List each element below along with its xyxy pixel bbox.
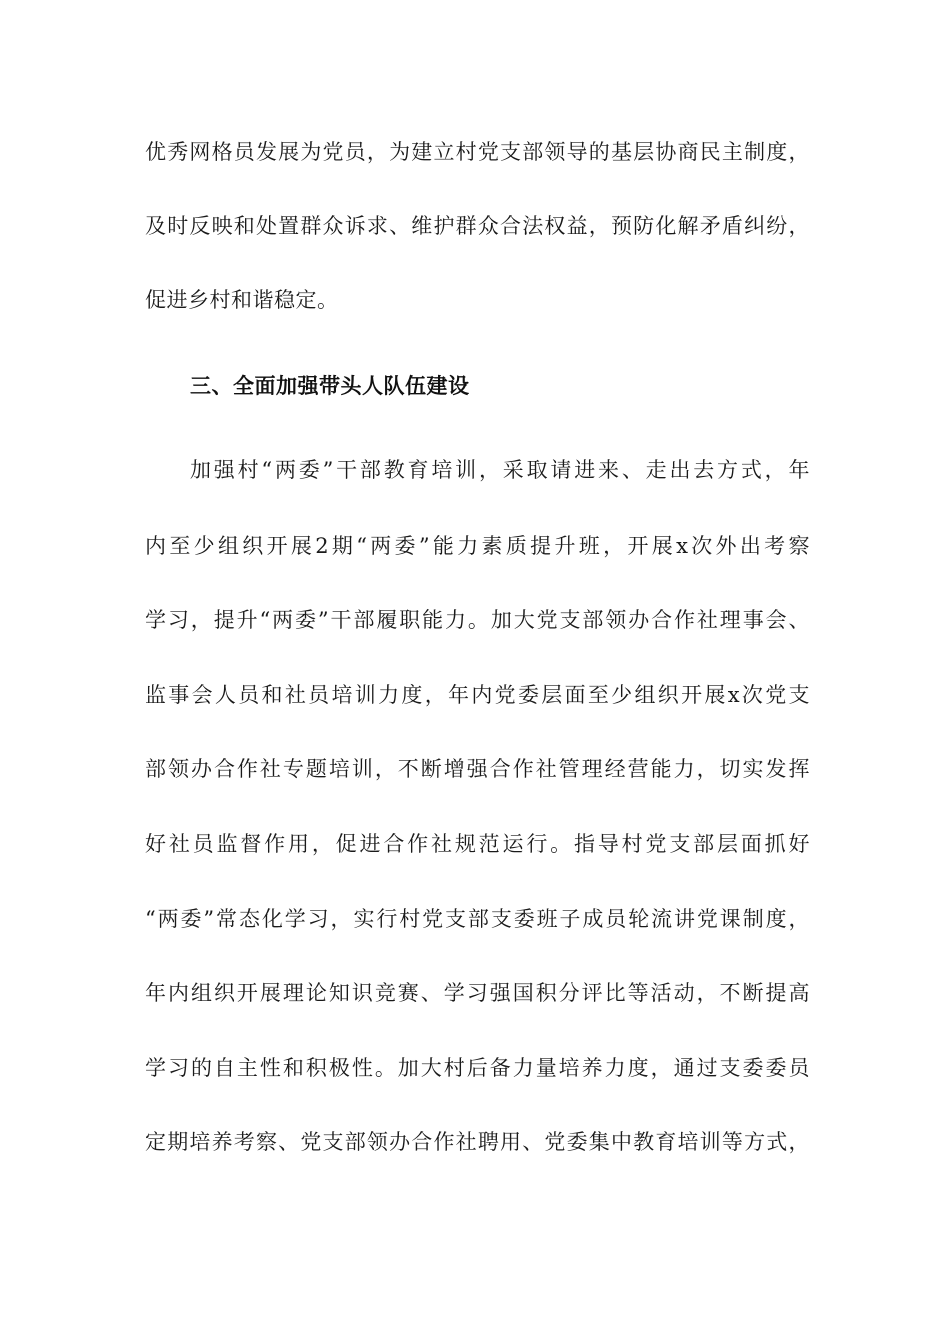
paragraph-line: 优秀网格员发展为党员，为建立村党支部领导的基层协商民主制度， (145, 140, 810, 164)
paragraph-line: 内至少组织开展2期“两委”能力素质提升班，开展x次外出考察 (145, 534, 810, 558)
paragraph-line: 加强村“两委”干部教育培训，采取请进来、走出去方式，年 (190, 458, 810, 482)
section-heading: 三、全面加强带头人队伍建设 (190, 374, 470, 398)
paragraph-line: 部领办合作社专题培训，不断增强合作社管理经营能力，切实发挥 (145, 757, 810, 781)
paragraph-line: 学习，提升“两委”干部履职能力。加大党支部领办合作社理事会、 (145, 608, 810, 632)
paragraph-line: 学习的自主性和积极性。加大村后备力量培养力度，通过支委委员 (145, 1056, 810, 1080)
paragraph-line: 好社员监督作用，促进合作社规范运行。指导村党支部层面抓好 (145, 832, 810, 856)
paragraph-line: 及时反映和处置群众诉求、维护群众合法权益，预防化解矛盾纠纷， (145, 214, 810, 238)
paragraph-line: 促进乡村和谐稳定。 (145, 288, 339, 312)
paragraph-line: “两委”常态化学习，实行村党支部支委班子成员轮流讲党课制度， (145, 907, 810, 931)
paragraph-line: 年内组织开展理论知识竞赛、学习强国积分评比等活动，不断提高 (145, 981, 810, 1005)
paragraph-line: 定期培养考察、党支部领办合作社聘用、党委集中教育培训等方式， (145, 1130, 810, 1154)
paragraph-line: 监事会人员和社员培训力度，年内党委层面至少组织开展x次党支 (145, 683, 810, 707)
